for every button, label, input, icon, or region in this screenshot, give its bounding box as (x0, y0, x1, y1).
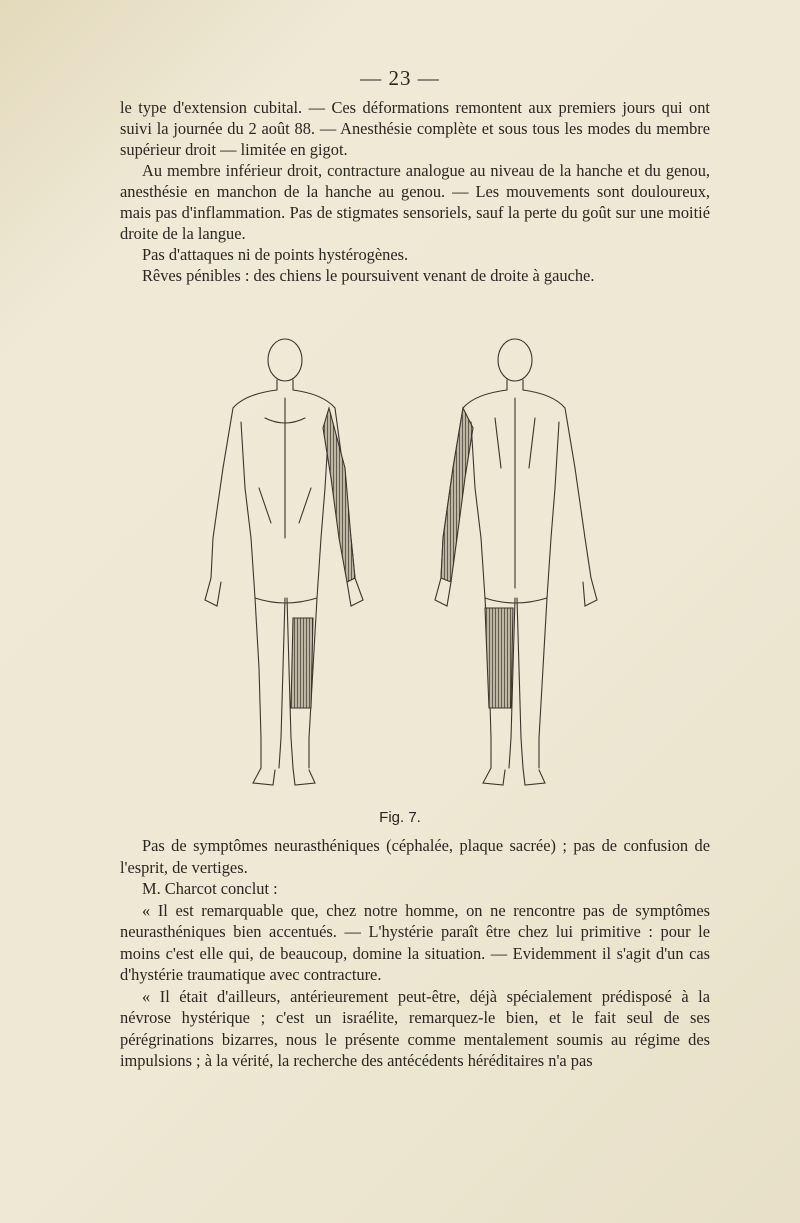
front-view-figure (205, 339, 363, 785)
figure-caption: Fig. 7. (379, 809, 421, 826)
paragraph: Rêves pénibles : des chiens le poursuivent venant de droite à gauche. (142, 266, 595, 285)
paragraph: « Il est remarquable que, chez notre homme, on ne rencontre pas de symptômes neurasthéniques bien accentués. — L'hystérie paraît être chez lui primitive : pour le moins c'est elle qui, de beaucoup, domine la situation. — Evidemment il s'agit d'un cas d'hystérie traumatique avec contracture. (120, 900, 710, 984)
paragraph: M. Charcot conclut : (142, 879, 278, 898)
paragraph: le type d'extension cubital. — Ces déformations remontent aux premiers jours qui ont suivi la journée du 2 août 88. — Anesthésie complète et sous tous les modes du membre supérieur droit — limitée en gigot. (120, 98, 710, 159)
paragraph: Au membre inférieur droit, contracture analogue au niveau de la hanche et du genou, anesthésie en manchon de la hanche au genou. — Les mouvements sont douloureux, mais pas d'inflammation. Pas de stigmates sensoriels, sauf la perte du goût sur une moitié droite de la langue. (120, 161, 710, 243)
anesthesia-body-diagram (195, 338, 635, 808)
back-view-figure (435, 339, 597, 785)
page-number: — 23 — (360, 66, 440, 90)
paragraph: Pas de symptômes neurasthéniques (céphalée, plaque sacrée) ; pas de confusion de l'esprit, de vertiges. (120, 836, 710, 877)
top-text (120, 97, 710, 286)
bottom-text (120, 835, 710, 1072)
paragraph: Pas d'attaques ni de points hystérogènes. (142, 245, 409, 264)
paragraph: « Il était d'ailleurs, antérieurement peut-être, déjà spécialement prédisposé à la névrose hystérique ; c'est un israélite, remarquez-le bien, et le fait seul de ses pérégrinations bizarres, nous le présente comme mentalement soumis au régime des impulsions ; à la vérité, la recherche des antécédents héréditaires n'a pas (120, 986, 710, 1070)
